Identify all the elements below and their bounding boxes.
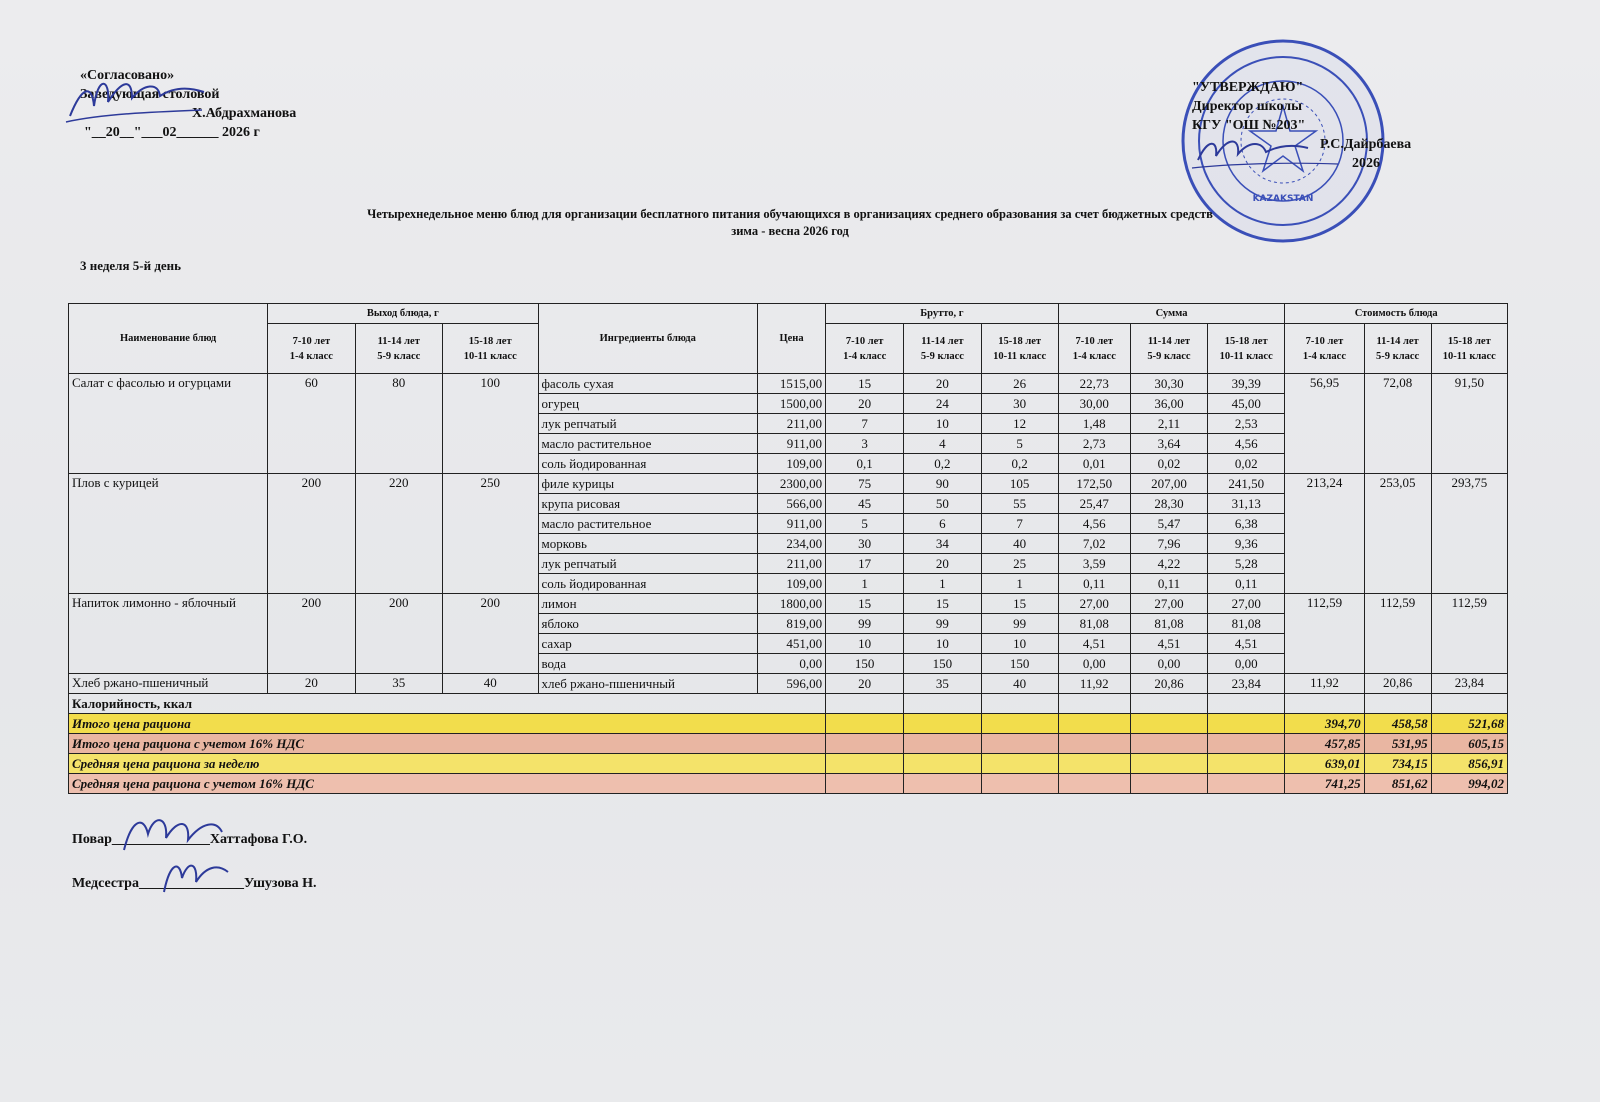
total-row [69, 714, 1508, 734]
total-value: 741,25 [1285, 774, 1364, 794]
ingredient-sum: 5,28 [1208, 554, 1285, 574]
total-empty-cell [826, 734, 904, 754]
header-brutto: Брутто, г [826, 304, 1059, 324]
total-value: 531,95 [1364, 734, 1431, 754]
ingredient-brutto: 15 [904, 594, 981, 614]
ingredient-sum: 172,50 [1058, 474, 1130, 494]
dish-output: 200 [442, 594, 538, 674]
ingredient-name: крупа рисовая [538, 494, 757, 514]
brutto-age-header: 11-14 лет 5-9 класс [904, 324, 981, 374]
ingredient-brutto: 55 [981, 494, 1058, 514]
ingredient-name: огурец [538, 394, 757, 414]
ingredient-brutto: 50 [904, 494, 981, 514]
ingredient-sum: 4,22 [1130, 554, 1207, 574]
ingredient-sum: 9,36 [1208, 534, 1285, 554]
total-empty-cell [981, 754, 1058, 774]
ingredient-name: лук репчатый [538, 554, 757, 574]
ingredient-price: 596,00 [757, 674, 825, 694]
total-value: 394,70 [1285, 714, 1364, 734]
approve-year: 2026 [1352, 156, 1380, 171]
ingredient-sum: 0,01 [1058, 454, 1130, 474]
ingredient-brutto: 99 [904, 614, 981, 634]
calories-cell [1431, 694, 1507, 714]
total-empty-cell [826, 754, 904, 774]
dish-output: 250 [442, 474, 538, 594]
calories-cell [1130, 694, 1207, 714]
ingredient-sum: 207,00 [1130, 474, 1207, 494]
ingredient-brutto: 20 [904, 374, 981, 394]
total-value: 521,68 [1431, 714, 1507, 734]
ingredient-sum: 0,00 [1058, 654, 1130, 674]
total-empty-cell [1208, 754, 1285, 774]
ingredient-name: масло растительное [538, 514, 757, 534]
total-empty-cell [826, 714, 904, 734]
calories-cell [1058, 694, 1130, 714]
ingredient-price: 911,00 [757, 434, 825, 454]
ingredient-name: соль йодированная [538, 574, 757, 594]
calories-cell [1285, 694, 1364, 714]
total-empty-cell [904, 774, 981, 794]
ingredient-brutto: 75 [826, 474, 904, 494]
ingredient-price: 109,00 [757, 574, 825, 594]
calories-label: Калорийность, ккал [69, 694, 826, 714]
ingredient-sum: 81,08 [1208, 614, 1285, 634]
calories-row [69, 694, 1508, 714]
total-row [69, 774, 1508, 794]
ingredient-price: 819,00 [757, 614, 825, 634]
cost-age-header: 7-10 лет 1-4 класс [1285, 324, 1364, 374]
ingredient-sum: 241,50 [1208, 474, 1285, 494]
nurse-name: Ушузова Н. [243, 876, 317, 891]
dish-cost: 293,75 [1431, 474, 1507, 594]
ingredient-sum: 45,00 [1208, 394, 1285, 414]
ingredient-price: 1800,00 [757, 594, 825, 614]
ingredient-brutto: 150 [904, 654, 981, 674]
total-value: 458,58 [1364, 714, 1431, 734]
total-empty-cell [981, 714, 1058, 734]
dish-cost: 11,92 [1285, 674, 1364, 694]
canteen-head-position: Заведующая столовой [80, 87, 220, 102]
total-empty-cell [1208, 774, 1285, 794]
dish-output: 200 [268, 474, 355, 594]
total-empty-cell [981, 734, 1058, 754]
total-empty-cell [904, 754, 981, 774]
week-day-label: 3 неделя 5-й день [80, 258, 182, 273]
ingredient-brutto: 7 [826, 414, 904, 434]
calories-cell [981, 694, 1058, 714]
stamp-center-text: KAZAKSTAN [1252, 194, 1314, 204]
ingredient-brutto: 45 [826, 494, 904, 514]
header-sum: Сумма [1058, 304, 1285, 324]
dish-cost: 91,50 [1431, 374, 1507, 474]
ingredient-name: лук репчатый [538, 414, 757, 434]
ingredient-brutto: 40 [981, 534, 1058, 554]
ingredient-brutto: 0,1 [826, 454, 904, 474]
ingredient-sum: 0,11 [1058, 574, 1130, 594]
ingredient-brutto: 15 [981, 594, 1058, 614]
ingredient-sum: 36,00 [1130, 394, 1207, 414]
ingredient-sum: 27,00 [1208, 594, 1285, 614]
output-age-header: 11-14 лет 5-9 класс [355, 324, 442, 374]
brutto-age-header: 15-18 лет 10-11 класс [981, 324, 1058, 374]
cook-signature-line: Повар______________Хаттафова Г.О. [72, 832, 308, 847]
calories-cell [1364, 694, 1431, 714]
ingredient-sum: 1,48 [1058, 414, 1130, 434]
canteen-head-signature [62, 66, 212, 136]
ingredient-price: 451,00 [757, 634, 825, 654]
ingredient-price: 211,00 [757, 554, 825, 574]
ingredient-brutto: 150 [826, 654, 904, 674]
total-value: 734,15 [1364, 754, 1431, 774]
ingredient-sum: 0,11 [1208, 574, 1285, 594]
table-row [69, 594, 1508, 614]
ingredient-sum: 30,00 [1058, 394, 1130, 414]
ingredient-sum: 81,08 [1058, 614, 1130, 634]
ingredient-sum: 0,02 [1130, 454, 1207, 474]
ingredient-brutto: 105 [981, 474, 1058, 494]
ingredient-brutto: 10 [981, 634, 1058, 654]
canteen-head-name: Х.Абдрахманова [192, 106, 297, 121]
ingredient-brutto: 15 [826, 594, 904, 614]
header-cost: Стоимость блюда [1285, 304, 1508, 324]
total-value: 851,62 [1364, 774, 1431, 794]
brutto-age-header: 7-10 лет 1-4 класс [826, 324, 904, 374]
ingredient-brutto: 90 [904, 474, 981, 494]
ingredient-sum: 31,13 [1208, 494, 1285, 514]
dish-output: 200 [268, 594, 355, 674]
total-value: 994,02 [1431, 774, 1507, 794]
ingredient-brutto: 150 [981, 654, 1058, 674]
ingredient-brutto: 4 [904, 434, 981, 454]
ingredient-brutto: 40 [981, 674, 1058, 694]
title-line-2: зима - весна 2026 год [731, 224, 849, 238]
ingredient-sum: 7,96 [1130, 534, 1207, 554]
ingredient-brutto: 6 [904, 514, 981, 534]
ingredient-sum: 27,00 [1130, 594, 1207, 614]
total-empty-cell [1130, 714, 1207, 734]
ingredient-sum: 27,00 [1058, 594, 1130, 614]
ingredient-sum: 4,56 [1208, 434, 1285, 454]
ingredient-sum: 20,86 [1130, 674, 1207, 694]
ingredient-name: лимон [538, 594, 757, 614]
cost-age-header: 15-18 лет 10-11 класс [1431, 324, 1507, 374]
dish-output: 20 [268, 674, 355, 694]
ingredient-brutto: 1 [981, 574, 1058, 594]
dish-cost: 56,95 [1285, 374, 1364, 474]
dish-cost: 213,24 [1285, 474, 1364, 594]
ingredient-sum: 4,56 [1058, 514, 1130, 534]
dish-name: Салат с фасолью и огурцами [69, 374, 268, 474]
total-value: 639,01 [1285, 754, 1364, 774]
dish-cost: 72,08 [1364, 374, 1431, 474]
ingredient-sum: 81,08 [1130, 614, 1207, 634]
total-empty-cell [1208, 714, 1285, 734]
dish-output: 40 [442, 674, 538, 694]
ingredient-sum: 3,64 [1130, 434, 1207, 454]
ingredient-sum: 22,73 [1058, 374, 1130, 394]
dish-output: 200 [355, 594, 442, 674]
header-output: Выход блюда, г [268, 304, 538, 324]
ingredient-brutto: 12 [981, 414, 1058, 434]
ingredient-price: 911,00 [757, 514, 825, 534]
dish-cost: 112,59 [1285, 594, 1364, 674]
ingredient-sum: 28,30 [1130, 494, 1207, 514]
total-empty-cell [1058, 774, 1130, 794]
sum-age-header: 15-18 лет 10-11 класс [1208, 324, 1285, 374]
ingredient-sum: 3,59 [1058, 554, 1130, 574]
director-signature [1188, 130, 1348, 180]
ingredient-brutto: 24 [904, 394, 981, 414]
ingredient-price: 109,00 [757, 454, 825, 474]
ingredient-price: 2300,00 [757, 474, 825, 494]
calories-cell [826, 694, 904, 714]
ingredient-price: 566,00 [757, 494, 825, 514]
output-age-header: 7-10 лет 1-4 класс [268, 324, 355, 374]
cost-age-header: 11-14 лет 5-9 класс [1364, 324, 1431, 374]
dish-name: Плов с курицей [69, 474, 268, 594]
nurse-signature-line: Медсестра_______________Ушузова Н. [72, 876, 317, 891]
menu-table [68, 303, 1508, 794]
total-empty-cell [981, 774, 1058, 794]
ingredient-name: масло растительное [538, 434, 757, 454]
ingredient-brutto: 20 [826, 674, 904, 694]
ingredient-sum: 25,47 [1058, 494, 1130, 514]
ingredient-sum: 39,39 [1208, 374, 1285, 394]
ingredient-sum: 30,30 [1130, 374, 1207, 394]
header-dish: Наименование блюд [69, 304, 268, 374]
ingredient-sum: 6,38 [1208, 514, 1285, 534]
total-empty-cell [1058, 734, 1130, 754]
ingredient-brutto: 20 [826, 394, 904, 414]
ingredient-brutto: 1 [904, 574, 981, 594]
cook-name: Хаттафова Г.О. [209, 832, 308, 847]
ingredient-sum: 4,51 [1058, 634, 1130, 654]
ingredient-brutto: 10 [904, 634, 981, 654]
ingredient-name: фасоль сухая [538, 374, 757, 394]
ingredient-price: 1500,00 [757, 394, 825, 414]
header-ingredients: Ингредиенты блюда [538, 304, 757, 374]
dish-cost: 23,84 [1431, 674, 1507, 694]
total-label: Средняя цена рациона с учетом 16% НДС [69, 774, 826, 794]
total-empty-cell [904, 734, 981, 754]
total-empty-cell [904, 714, 981, 734]
total-empty-cell [1058, 714, 1130, 734]
ingredient-brutto: 25 [981, 554, 1058, 574]
total-label: Итого цена рациона [69, 714, 826, 734]
ingredient-brutto: 30 [981, 394, 1058, 414]
calories-cell [904, 694, 981, 714]
ingredient-sum: 23,84 [1208, 674, 1285, 694]
school-name: КГУ "ОШ №203" [1192, 118, 1306, 133]
ingredient-sum: 2,53 [1208, 414, 1285, 434]
total-label: Средняя цена рациона за неделю [69, 754, 826, 774]
ingredient-name: сахар [538, 634, 757, 654]
total-empty-cell [1208, 734, 1285, 754]
calories-cell [1208, 694, 1285, 714]
ingredient-sum: 0,00 [1208, 654, 1285, 674]
ingredient-price: 211,00 [757, 414, 825, 434]
ingredient-brutto: 15 [826, 374, 904, 394]
ingredient-brutto: 34 [904, 534, 981, 554]
dish-output: 100 [442, 374, 538, 474]
ingredient-brutto: 5 [826, 514, 904, 534]
dish-output: 80 [355, 374, 442, 474]
ingredient-sum: 4,51 [1208, 634, 1285, 654]
ingredient-price: 0,00 [757, 654, 825, 674]
ingredient-sum: 2,73 [1058, 434, 1130, 454]
dish-output: 220 [355, 474, 442, 594]
cook-label: Повар [72, 832, 112, 847]
nurse-signature [158, 852, 238, 902]
nurse-label: Медсестра [72, 876, 139, 891]
ingredient-price: 234,00 [757, 534, 825, 554]
ingredient-brutto: 30 [826, 534, 904, 554]
ingredient-brutto: 35 [904, 674, 981, 694]
director-name: Р.С.Дайрбаева [1320, 137, 1412, 152]
table-row [69, 374, 1508, 394]
ingredient-price: 1515,00 [757, 374, 825, 394]
total-empty-cell [1130, 774, 1207, 794]
agreed-label: «Согласовано» [80, 68, 175, 83]
document-title [140, 206, 1440, 240]
agreed-date: "__20__"___02______ 2026 г [84, 125, 260, 140]
ingredient-brutto: 10 [826, 634, 904, 654]
ingredient-name: вода [538, 654, 757, 674]
ingredient-brutto: 0,2 [981, 454, 1058, 474]
ingredient-sum: 5,47 [1130, 514, 1207, 534]
total-row [69, 754, 1508, 774]
sum-age-header: 11-14 лет 5-9 класс [1130, 324, 1207, 374]
total-empty-cell [1058, 754, 1130, 774]
ingredient-brutto: 5 [981, 434, 1058, 454]
dish-name: Напиток лимонно - яблочный [69, 594, 268, 674]
dish-cost: 112,59 [1364, 594, 1431, 674]
total-value: 457,85 [1285, 734, 1364, 754]
total-empty-cell [826, 774, 904, 794]
header-price: Цена [757, 304, 825, 374]
ingredient-brutto: 17 [826, 554, 904, 574]
ingredient-name: морковь [538, 534, 757, 554]
total-label: Итого цена рациона с учетом 16% НДС [69, 734, 826, 754]
ingredient-sum: 0,02 [1208, 454, 1285, 474]
ingredient-brutto: 1 [826, 574, 904, 594]
ingredient-name: хлеб ржано-пшеничный [538, 674, 757, 694]
ingredient-name: соль йодированная [538, 454, 757, 474]
dish-cost: 253,05 [1364, 474, 1431, 594]
title-line-1: Четырехнедельное меню блюд для организации бесплатного питания обучающихся в организациях среднего образования за счет бюджетных средств [367, 207, 1213, 221]
ingredient-brutto: 10 [904, 414, 981, 434]
ingredient-sum: 11,92 [1058, 674, 1130, 694]
director-position: Директор школы [1192, 99, 1303, 114]
table-row [69, 674, 1508, 694]
dish-cost: 112,59 [1431, 594, 1507, 674]
total-value: 856,91 [1431, 754, 1507, 774]
ingredient-sum: 4,51 [1130, 634, 1207, 654]
table-row [69, 474, 1508, 494]
ingredient-brutto: 7 [981, 514, 1058, 534]
ingredient-brutto: 26 [981, 374, 1058, 394]
total-empty-cell [1130, 754, 1207, 774]
ingredient-name: филе курицы [538, 474, 757, 494]
dish-output: 60 [268, 374, 355, 474]
approve-label: "УТВЕРЖДАЮ" [1192, 80, 1304, 95]
sum-age-header: 7-10 лет 1-4 класс [1058, 324, 1130, 374]
ingredient-sum: 7,02 [1058, 534, 1130, 554]
ingredient-brutto: 0,2 [904, 454, 981, 474]
dish-name: Хлеб ржано-пшеничный [69, 674, 268, 694]
ingredient-brutto: 99 [826, 614, 904, 634]
total-row [69, 734, 1508, 754]
dish-output: 35 [355, 674, 442, 694]
total-empty-cell [1130, 734, 1207, 754]
ingredient-brutto: 3 [826, 434, 904, 454]
ingredient-name: яблоко [538, 614, 757, 634]
output-age-header: 15-18 лет 10-11 класс [442, 324, 538, 374]
ingredient-brutto: 20 [904, 554, 981, 574]
ingredient-sum: 2,11 [1130, 414, 1207, 434]
ingredient-sum: 0,11 [1130, 574, 1207, 594]
total-value: 605,15 [1431, 734, 1507, 754]
ingredient-brutto: 99 [981, 614, 1058, 634]
ingredient-sum: 0,00 [1130, 654, 1207, 674]
dish-cost: 20,86 [1364, 674, 1431, 694]
